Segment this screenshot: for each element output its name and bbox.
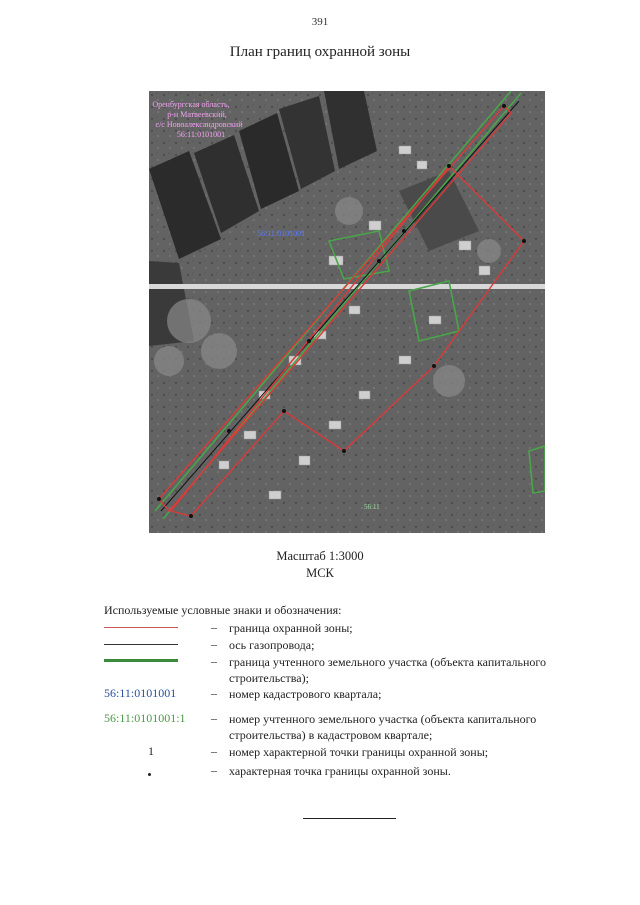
point-number-symbol: 1: [148, 744, 154, 758]
scale-block: [0, 548, 640, 582]
region-label-line-4: 56:11:0101001: [176, 130, 226, 139]
footer-line: [303, 818, 396, 819]
legend-text: ось газопровода;: [229, 638, 315, 652]
legend-text: граница учтенного земельного участка (объекта капитального строительства);: [229, 655, 547, 685]
region-label-line-1: Оренбургская область,: [152, 100, 230, 109]
legend-dash: –: [211, 744, 217, 758]
legend-dash: –: [211, 711, 217, 725]
black-line-symbol: [104, 644, 178, 645]
legend-dash: –: [211, 620, 217, 634]
map-canvas: [149, 91, 545, 533]
legend-text: номер кадастрового квартала;: [229, 687, 382, 701]
legend-title: Используемые условные знаки и обозначения:: [104, 603, 342, 617]
quarter-code: 56:11:0101001: [104, 686, 177, 700]
quarter-label: 56:11:0101001: [257, 229, 306, 238]
legend-dash: –: [211, 654, 217, 668]
legend-text: номер характерной точки границы охранной зоны;: [229, 745, 489, 759]
parcel-label: 56:11: [364, 503, 380, 511]
legend-text: номер учтенного земельного участка (объекта капитального строительства) в кадастровом квартале;: [229, 712, 537, 742]
coordinate-system: МСК: [306, 566, 334, 580]
point-symbol: [148, 773, 151, 776]
legend-dash: –: [211, 637, 217, 651]
legend-dash: –: [211, 763, 217, 777]
page-title: План границ охранной зоны: [229, 44, 411, 60]
green-line-symbol: [104, 659, 178, 662]
legend-text: граница охранной зоны;: [229, 621, 353, 635]
red-line-symbol: [104, 627, 178, 628]
page-number: 391: [311, 16, 329, 28]
satellite-map[interactable]: [149, 91, 545, 533]
legend-dash: –: [211, 686, 217, 700]
region-label-line-3: с/с Новоалександровский: [155, 120, 243, 129]
parcel-code: 56:11:0101001:1: [104, 711, 186, 725]
legend-text: характерная точка границы охранной зоны.: [229, 764, 451, 778]
region-label-line-2: р-н Матвеевский,: [167, 110, 227, 119]
scale-label: Масштаб 1:3000: [276, 549, 364, 563]
